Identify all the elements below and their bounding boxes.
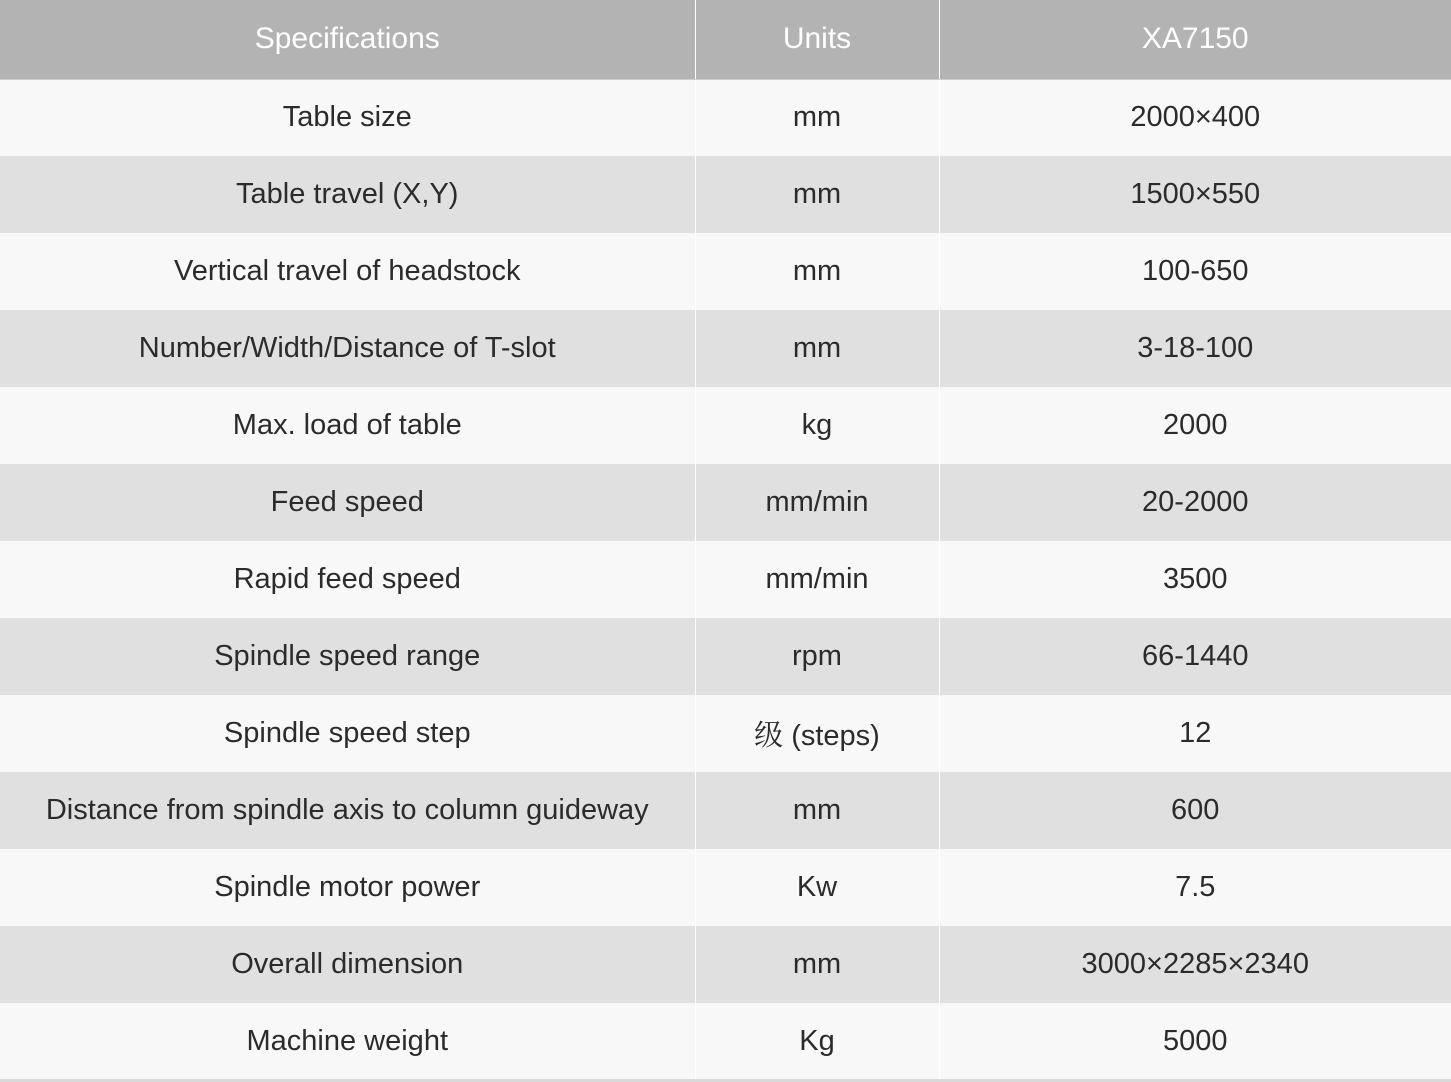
header-row (0, 0, 1451, 79)
table-row (0, 79, 1451, 156)
unit-cell: Kw (695, 849, 939, 926)
unit-cell: Kg (695, 1003, 939, 1080)
table-row (0, 618, 1451, 695)
value-cell: 2000 (939, 387, 1451, 464)
unit-cell: mm/min (695, 541, 939, 618)
table-row (0, 156, 1451, 233)
value-cell: 12 (939, 695, 1451, 772)
spec-name-cell: Machine weight (0, 1003, 695, 1080)
table-row (0, 926, 1451, 1003)
unit-cell: mm (695, 772, 939, 849)
header-model: XA7150 (939, 0, 1451, 79)
unit-cell: kg (695, 387, 939, 464)
spec-name-cell: Spindle motor power (0, 849, 695, 926)
unit-cell: 级 (steps) (695, 695, 939, 772)
value-cell: 1500×550 (939, 156, 1451, 233)
header-units: Units (695, 0, 939, 79)
unit-cell: mm (695, 79, 939, 156)
spec-name-cell: Spindle speed range (0, 618, 695, 695)
value-cell: 7.5 (939, 849, 1451, 926)
unit-cell: rpm (695, 618, 939, 695)
value-cell: 100-650 (939, 233, 1451, 310)
table-row (0, 233, 1451, 310)
table-row (0, 387, 1451, 464)
value-cell: 600 (939, 772, 1451, 849)
header-specifications: Specifications (0, 0, 695, 79)
unit-cell: mm (695, 156, 939, 233)
table-row (0, 772, 1451, 849)
table-row (0, 1003, 1451, 1080)
unit-cell: mm (695, 233, 939, 310)
table-body (0, 79, 1451, 1081)
value-cell: 3500 (939, 541, 1451, 618)
spec-name-cell: Rapid feed speed (0, 541, 695, 618)
spec-name-cell: Table size (0, 79, 695, 156)
table-row (0, 464, 1451, 541)
spec-name-cell: Table travel (X,Y) (0, 156, 695, 233)
table-row (0, 541, 1451, 618)
value-cell: 66-1440 (939, 618, 1451, 695)
unit-cell: mm/min (695, 464, 939, 541)
spec-name-cell: Spindle speed step (0, 695, 695, 772)
value-cell: 3000×2285×2340 (939, 926, 1451, 1003)
spec-name-cell: Feed speed (0, 464, 695, 541)
spec-name-cell: Vertical travel of headstock (0, 233, 695, 310)
spec-name-cell: Number/Width/Distance of T-slot (0, 310, 695, 387)
spec-name-cell: Overall dimension (0, 926, 695, 1003)
table-row (0, 849, 1451, 926)
table-row (0, 310, 1451, 387)
spec-name-cell: Max. load of table (0, 387, 695, 464)
value-cell: 3-18-100 (939, 310, 1451, 387)
unit-cell: mm (695, 310, 939, 387)
spec-name-cell: Distance from spindle axis to column guideway (0, 772, 695, 849)
unit-cell: mm (695, 926, 939, 1003)
value-cell: 20-2000 (939, 464, 1451, 541)
value-cell: 5000 (939, 1003, 1451, 1080)
table-row (0, 695, 1451, 772)
table-header (0, 0, 1451, 79)
value-cell: 2000×400 (939, 79, 1451, 156)
